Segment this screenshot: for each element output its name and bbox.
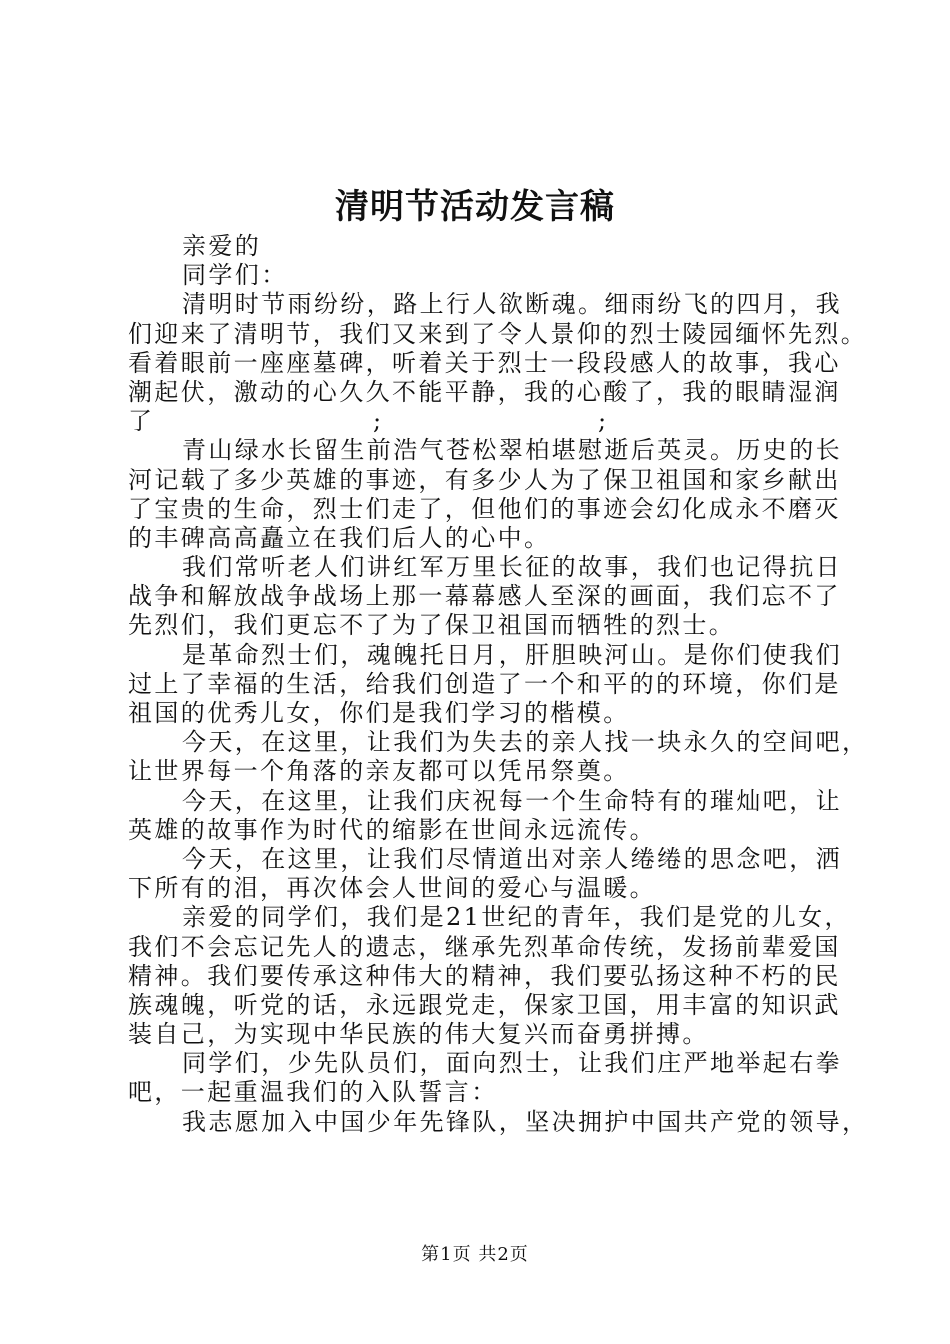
line-text: 先烈们，我们更忘不了为了保卫祖国而牺牲的烈士。 bbox=[128, 611, 736, 640]
text-line bbox=[128, 232, 836, 261]
line-text: 们迎来了清明节，我们又来到了令人景仰的烈士陵园缅怀先烈。 bbox=[128, 319, 868, 348]
semicolon-mark: ; bbox=[373, 407, 384, 436]
line-text: 过上了幸福的生活，给我们创造了一个和平的的环境，你们是 bbox=[128, 669, 841, 698]
text-line bbox=[128, 319, 868, 349]
line-text: 下所有的泪，再次体会人世间的爱心与温暖。 bbox=[128, 874, 656, 903]
text-line bbox=[128, 1107, 869, 1137]
text-line bbox=[128, 348, 841, 378]
text-line bbox=[128, 669, 841, 699]
text-line bbox=[128, 699, 836, 728]
document-title: 清明节活动发言稿 bbox=[335, 187, 615, 227]
line-text: 看着眼前一座座墓碑，听着关于烈士一段段感人的故事，我心 bbox=[128, 348, 841, 377]
line-text: 今天，在这里，让我们为失去的亲人找一块永久的空间吧， bbox=[182, 728, 869, 757]
line-text: 了 bbox=[128, 407, 155, 436]
line-text: 青山绿水长留生前浩气苍松翠柏堪慰逝后英灵。历史的长 bbox=[182, 436, 842, 465]
line-text: 我志愿加入中国少年先锋队，坚决拥护中国共产党的领导， bbox=[182, 1107, 869, 1136]
text-line bbox=[128, 903, 851, 932]
text-line bbox=[128, 786, 842, 816]
text-line bbox=[128, 1049, 842, 1078]
line-text: 我们常听老人们讲红军万里长征的故事，我们也记得抗日 bbox=[182, 553, 842, 582]
text-line bbox=[128, 436, 842, 465]
line-text: 精神。我们要传承这种伟大的精神，我们要弘扬这种不朽的民 bbox=[128, 961, 841, 990]
line-text: 河记载了多少英雄的事迹，有多少人为了保卫祖国和家乡献出 bbox=[128, 465, 841, 494]
line-text: 祖国的优秀儿女，你们是我们学习的楷模。 bbox=[128, 699, 630, 727]
text-line bbox=[128, 553, 842, 582]
line-text: 的丰碑高高矗立在我们后人的心中。 bbox=[128, 523, 551, 552]
line-text: 同学们，少先队员们，面向烈士，让我们庄严地举起右拳 bbox=[182, 1049, 842, 1078]
line-text: 族魂魄，听党的话，永远跟党走，保家卫国，用丰富的知识武 bbox=[128, 990, 841, 1019]
text-line bbox=[128, 465, 841, 495]
line-text: 我们不会忘记先人的遗志，继承先烈革命传统，发扬前辈爱国 bbox=[128, 932, 841, 961]
line-text: 战争和解放战争战场上那一幕幕感人至深的画面，我们忘不了 bbox=[128, 582, 841, 611]
text-line bbox=[128, 582, 841, 611]
text-line bbox=[128, 757, 836, 786]
text-line bbox=[128, 494, 841, 524]
line-text: 让世界每一个角落的亲友都可以凭吊祭奠。 bbox=[128, 757, 630, 786]
line-text: 清明时节雨纷纷，路上行人欲断魂。细雨纷飞的四月，我 bbox=[182, 290, 842, 319]
line-text: 英雄的故事作为时代的缩影在世间永远流传。 bbox=[128, 815, 656, 844]
text-line bbox=[128, 290, 842, 319]
line-text: 亲爱的同学们，我们是21世纪的青年，我们是党的儿女， bbox=[182, 903, 851, 932]
text-line bbox=[128, 844, 842, 874]
document-body bbox=[128, 232, 869, 1137]
text-line bbox=[128, 640, 842, 670]
text-line bbox=[128, 524, 836, 553]
line-text: 装自己，为实现中华民族的伟大复兴而奋勇拼搏。 bbox=[128, 1020, 709, 1049]
text-line bbox=[128, 961, 841, 991]
text-line bbox=[128, 1078, 836, 1107]
text-line bbox=[128, 1020, 836, 1049]
text-line bbox=[128, 261, 836, 290]
line-text: 潮起伏，激动的心久久不能平静，我的心酸了，我的眼睛湿润 bbox=[128, 377, 841, 406]
line-text: 了宝贵的生命，烈士们走了，但他们的事迹会幻化成永不磨灭 bbox=[128, 494, 841, 523]
text-line bbox=[128, 990, 841, 1020]
line-text: 吧，一起重温我们的入队誓言： bbox=[128, 1078, 498, 1107]
text-line bbox=[128, 407, 836, 436]
page-footer: 第1页 共2页 bbox=[421, 1244, 529, 1265]
text-line bbox=[128, 816, 836, 845]
semicolon-mark: ; bbox=[598, 407, 609, 436]
line-text: 今天，在这里，让我们庆祝每一个生命特有的璀灿吧，让 bbox=[182, 786, 842, 815]
text-line bbox=[128, 728, 869, 757]
text-line bbox=[128, 377, 841, 407]
line-text: 是革命烈士们，魂魄托日月，肝胆映河山。是你们使我们 bbox=[182, 640, 842, 669]
line-text: 亲爱的 bbox=[182, 232, 262, 260]
text-line bbox=[128, 611, 836, 640]
text-line bbox=[128, 932, 841, 962]
line-text: 同学们： bbox=[182, 261, 288, 290]
line-text: 今天，在这里，让我们尽情道出对亲人绻绻的思念吧，洒 bbox=[182, 844, 842, 873]
text-line bbox=[128, 874, 836, 903]
